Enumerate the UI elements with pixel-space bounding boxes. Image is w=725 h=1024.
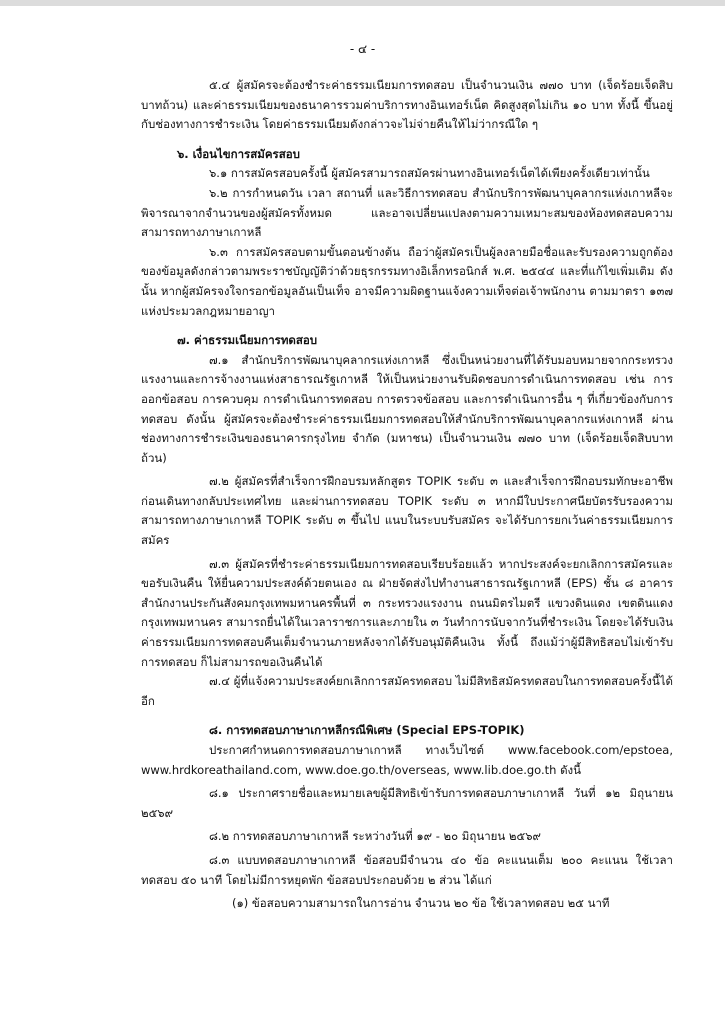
- paragraph-6-1: ๖.๑ การสมัครสอบครั้งนี้ ผู้สมัครสามารถสมัครผ่านทางอินเทอร์เน็ตได้เพียงครั้งเดียวเท่านั้น: [209, 166, 650, 181]
- paragraph-7-1: ๗.๑ สำนักบริการพัฒนาบุคลากรแห่งเกาหลี ซึ่งเป็นหน่วยงานที่ได้รับมอบหมายจากกระทรวงแรงงานและการจ้างงานแห่งสาธารณรัฐเกาหลี ให้เป็นหน่วยงานรับผิดชอบการดำเนินการทดสอบ เช่น การออกข้อสอบ การควบคุม การดำเนินการทดสอบ การตรวจข้อสอบ และการดำเนินการอื่น ๆ ที่เกี่ยวข้องกับการทดสอบ ดังนั้น ผู้สมัครจะต้องชำระค่าธรรมเนียมการทดสอบให้สำนักบริการพัฒนาบุคลากรแห่งเกาหลี ผ่านช่องทางการชำระเงินของธนาคารกรุงไทย จำกัด (มหาชน) เป็นจำนวนเงิน ๗๗๐ บาท (เจ็ดร้อยเจ็ดสิบบาทถ้วน): [141, 352, 673, 465]
- heading-section-8: ๘. การทดสอบภาษาเกาหลีกรณีพิเศษ (Special EPS-TOPIK): [209, 723, 525, 738]
- paragraph-7-4: ๗.๔ ผู้ที่แจ้งความประสงค์ยกเลิกการสมัครทดสอบ ไม่มีสิทธิสมัครทดสอบในการทดสอบครั้งนี้ได้อีก: [141, 674, 673, 708]
- page-number: - ๔ -: [349, 42, 376, 56]
- paragraph-8-3: ๘.๓ แบบทดสอบภาษาเกาหลี ข้อสอบมีจำนวน ๔๐ ข้อ คะแนนเต็ม ๒๐๐ คะแนน ใช้เวลาทดสอบ ๕๐ นาที โดยไม่มีการหยุดพัก ข้อสอบประกอบด้วย ๒ ส่วน ได้แก่: [141, 852, 673, 887]
- scan-top-band: [0, 0, 725, 6]
- paragraph-5-4: ๕.๔ ผู้สมัครจะต้องชำระค่าธรรมเนียมการทดสอบ เป็นจำนวนเงิน ๗๗๐ บาท (เจ็ดร้อยเจ็ดสิบบาทถ้วน) และค่าธรรมเนียมของธนาคารรวมค่าบริการทางอินเทอร์เน็ต คิดสูงสุดไม่เกิน ๑๐ บาท ทั้งนี้ ขึ้นอยู่กับช่องทางการชำระเงิน โดยค่าธรรมเนียมดังกล่าวจะไม่จ่ายคืนให้ไม่ว่ากรณีใด ๆ: [141, 78, 673, 132]
- paragraph-6-3: ๖.๓ การสมัครสอบตามขั้นตอนข้างต้น ถือว่าผู้สมัครเป็นผู้ลงลายมือชื่อและรับรองความถูกต้องของข้อมูลดังกล่าวตามพระราชบัญญัติว่าด้วยธุรกรรมทางอิเล็กทรอนิกส์ พ.ศ. ๒๕๔๔ และที่แก้ไขเพิ่มเติม ดังนั้น หากผู้สมัครจงใจกรอกข้อมูลอันเป็นเท็จ อาจมีความผิดฐานแจ้งความเท็จต่อเจ้าพนักงาน ตามมาตรา ๑๓๗ แห่งประมวลกฎหมายอาญา: [141, 244, 673, 318]
- paragraph-7-2: ๗.๒ ผู้สมัครที่สำเร็จการฝึกอบรมหลักสูตร TOPIK ระดับ ๓ และสำเร็จการฝึกอบรมทักษะอาชีพก่อนเดินทางกลับประเทศไทย และผ่านการทดสอบ TOPIK ระดับ ๓ หากมีใบประกาศนียบัตรรับรองความสามารถทางภาษาเกาหลี TOPIK ระดับ ๓ ขึ้นไป แนบในระบบรับสมัคร จะได้รับการยกเว้นค่าธรรมเนียมการสมัคร: [141, 474, 673, 548]
- paragraph-8-3-1: (๑) ข้อสอบความสามารถในการอ่าน จำนวน ๒๐ ข้อ ใช้เวลาทดสอบ ๒๕ นาที: [232, 896, 610, 911]
- paragraph-6-2: ๖.๒ การกำหนดวัน เวลา สถานที่ และวิธีการทดสอบ สำนักบริการพัฒนาบุคลากรแห่งเกาหลีจะพิจารณาจากจำนวนของผู้สมัครทั้งหมด และอาจเปลี่ยนแปลงตามความเหมาะสมของห้องทดสอบความสามารถทางภาษาเกาหลี: [141, 185, 673, 240]
- heading-section-6: ๖. เงื่อนไขการสมัครสอบ: [177, 146, 300, 161]
- document-body: [141, 76, 673, 914]
- paragraph-7-3: ๗.๓ ผู้สมัครที่ชำระค่าธรรมเนียมการทดสอบเรียบร้อยแล้ว หากประสงค์จะยกเลิกการสมัครและขอรับเงินคืน ให้ยื่นความประสงค์ด้วยตนเอง ณ ฝ่ายจัดส่งไปทำงานสาธารณรัฐเกาหลี (EPS) ชั้น ๘ อาคารสำนักงานประกันสังคมกรุงเทพมหานครพื้นที่ ๓ กระทรวงแรงงาน ถนนมิตรไมตรี แขวงดินแดง เขตดินแดง กรุงเทพมหานคร สามารถยื่นได้ในเวลาราชการและภายใน ๓ วันทำการนับจากวันที่ชำระเงิน โดยจะได้รับเงินค่าธรรมเนียมการทดสอบคืนเต็มจำนวนภายหลังจากได้รับอนุมัติคืนเงิน ทั้งนี้ ถึงแม้ว่าผู้มีสิทธิสอบไม่เข้ารับการทดสอบ ก็ไม่สามารถขอเงินคืนได้: [141, 556, 673, 669]
- paragraph-8-2: ๘.๒ การทดสอบภาษาเกาหลี ระหว่างวันที่ ๑๙ - ๒๐ มิถุนายน ๒๕๖๙: [209, 829, 541, 844]
- heading-section-7: ๗. ค่าธรรมเนียมการทดสอบ: [177, 333, 318, 348]
- paragraph-8-intro: ประกาศกำหนดการทดสอบภาษาเกาหลี ทางเว็บไซต์ www.facebook.com/epstoea, www.hrdkoreathailand.com, www.doe.go.th/overseas, www.lib.doe.go.th ดังนี้: [141, 743, 673, 777]
- paragraph-8-1: ๘.๑ ประกาศรายชื่อและหมายเลขผู้มีสิทธิเข้ารับการทดสอบภาษาเกาหลี วันที่ ๑๒ มิถุนายน ๒๕๖๙: [141, 786, 673, 820]
